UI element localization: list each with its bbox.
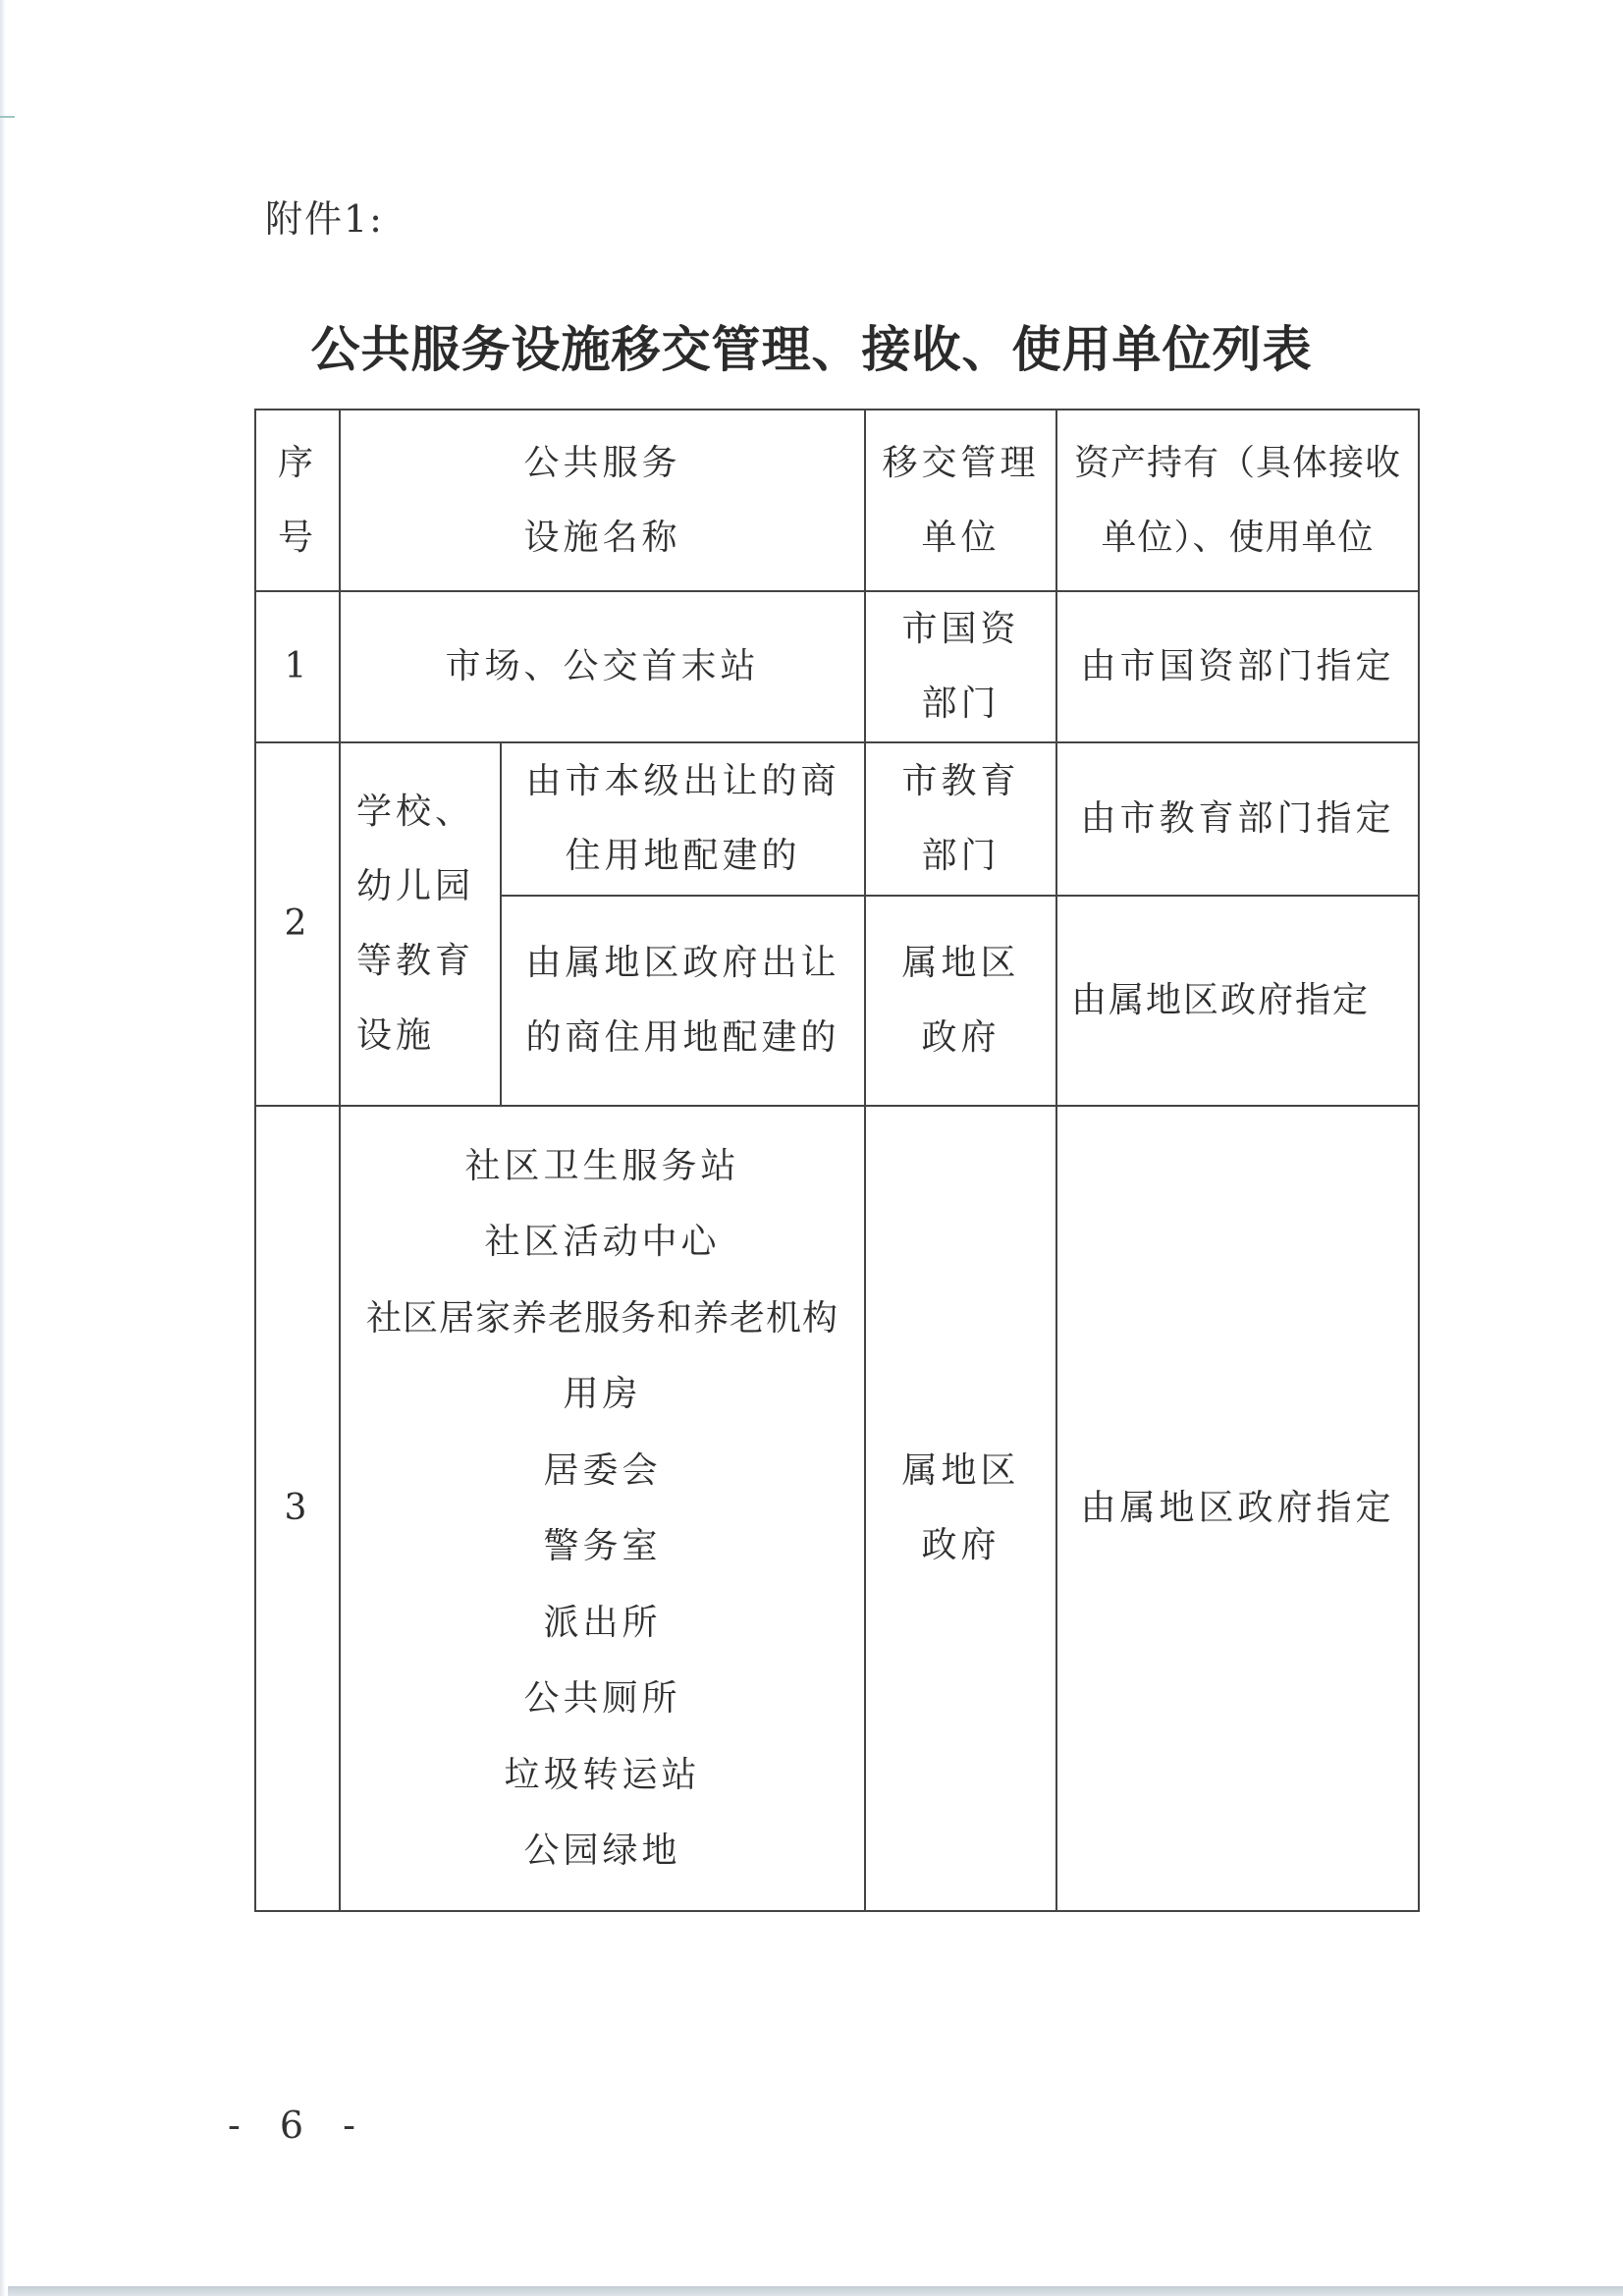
document-title: 公共服务设施移交管理、接收、使用单位列表 xyxy=(310,321,1313,378)
cell-text: 市教育 xyxy=(901,761,1020,801)
table-row xyxy=(255,591,1419,742)
facility-item: 派出所 xyxy=(543,1602,662,1643)
header-text: 移交管理 xyxy=(882,442,1040,483)
header-text: 公共服务 xyxy=(523,442,681,483)
cell-text: 幼儿园 xyxy=(356,866,475,906)
header-no xyxy=(255,410,340,591)
header-text: 号 xyxy=(277,517,317,558)
row-no: 1 xyxy=(255,591,340,742)
scan-edge-bottom xyxy=(8,2286,1623,2296)
facility-item: 公园绿地 xyxy=(523,1831,681,1871)
facility-item: 垃圾转运站 xyxy=(504,1754,701,1795)
cell-text: 设施 xyxy=(356,1015,436,1056)
scan-mark xyxy=(0,116,15,118)
cell-text: 市国资 xyxy=(901,609,1020,649)
row-no: 2 xyxy=(255,742,340,1106)
row-manager xyxy=(865,896,1056,1106)
attachment-label: 附件1: xyxy=(265,197,384,241)
header-text: 单位 xyxy=(921,517,1001,558)
row-subfacility xyxy=(501,896,865,1106)
cell-text: 的商住用地配建的 xyxy=(525,1017,840,1058)
header-text: 设施名称 xyxy=(523,517,681,558)
facility-item: 警务室 xyxy=(543,1526,662,1566)
cell-text: 学校、 xyxy=(356,792,475,832)
facility-item: 社区活动中心 xyxy=(484,1222,721,1262)
table-row xyxy=(255,1106,1419,1911)
row-asset: 由市教育部门指定 xyxy=(1056,742,1419,896)
row-asset: 由市国资部门指定 xyxy=(1056,591,1419,742)
facility-item: 社区卫生服务站 xyxy=(464,1145,740,1186)
row-asset: 由属地区政府指定 xyxy=(1056,1106,1419,1911)
cell-text: 由属地区政府出让 xyxy=(525,943,840,983)
row-manager xyxy=(865,591,1056,742)
row-facility: 市场、公交首末站 xyxy=(340,591,865,742)
header-asset xyxy=(1056,410,1419,591)
facility-transfer-table xyxy=(254,409,1420,1912)
facility-item: 用房 xyxy=(563,1374,642,1414)
cell-text: 属地区 xyxy=(901,943,1020,983)
cell-text: 政府 xyxy=(921,1525,1001,1565)
row-manager xyxy=(865,742,1056,896)
cell-text: 政府 xyxy=(921,1017,1001,1058)
facility-item: 居委会 xyxy=(543,1449,662,1491)
facility-item: 社区居家养老服务和养老机构 xyxy=(366,1297,839,1339)
row-no: 3 xyxy=(255,1106,340,1911)
header-text: 序 xyxy=(277,442,317,483)
row-asset: 由属地区政府指定 xyxy=(1056,896,1419,1106)
row-subfacility xyxy=(501,742,865,896)
header-manager xyxy=(865,410,1056,591)
cell-text: 部门 xyxy=(921,683,1001,724)
row-manager xyxy=(865,1106,1056,1911)
row-category xyxy=(340,742,501,1106)
header-text: 单位）、使用单位 xyxy=(1101,517,1375,558)
facility-item: 公共厕所 xyxy=(523,1678,681,1719)
table-header-row xyxy=(255,410,1419,591)
table-row xyxy=(255,742,1419,896)
row-facility-list xyxy=(340,1106,865,1911)
cell-text: 属地区 xyxy=(901,1450,1020,1491)
cell-text: 由市本级出让的商 xyxy=(525,761,840,801)
page-number: - 6 - xyxy=(228,2104,370,2147)
cell-text: 等教育 xyxy=(356,941,475,981)
cell-text: 住用地配建的 xyxy=(565,836,801,876)
header-text: 资产持有（具体接收 xyxy=(1074,442,1402,483)
header-facility xyxy=(340,410,865,591)
cell-text: 部门 xyxy=(921,836,1001,876)
